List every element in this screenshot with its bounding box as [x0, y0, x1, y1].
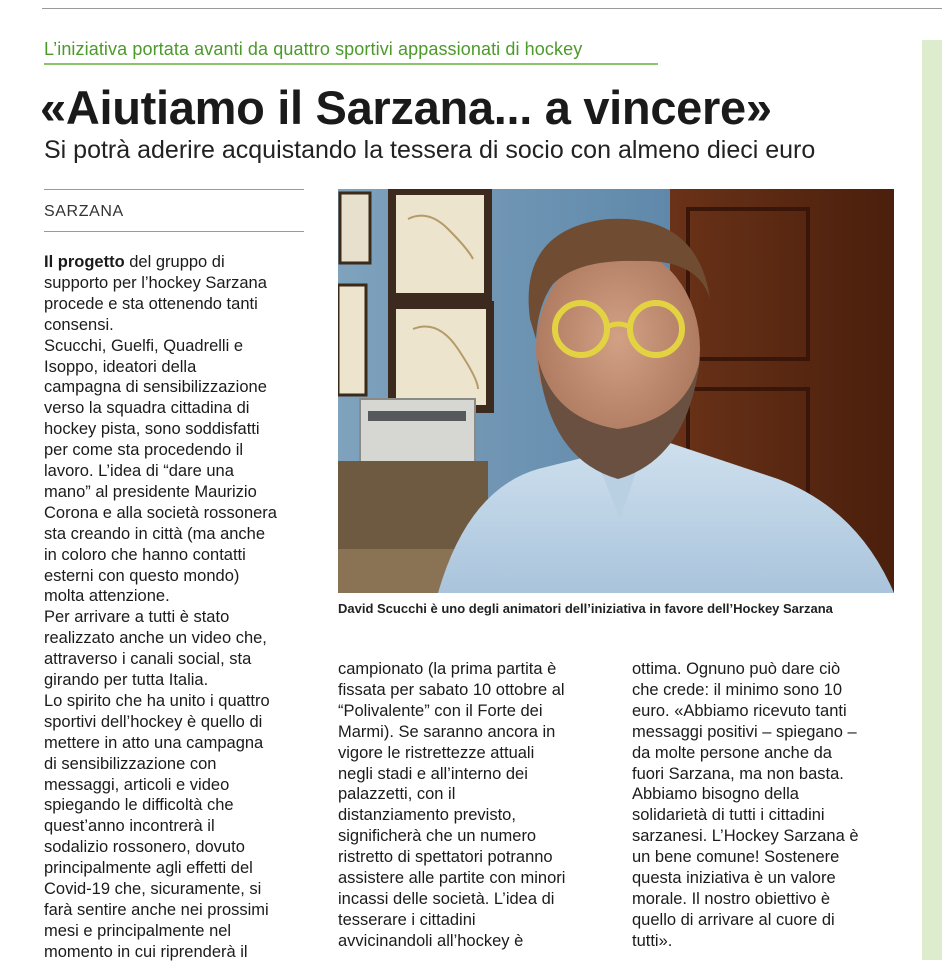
column-1-line: sportivi dell’hockey è quello di: [44, 712, 263, 731]
column-1-line: esterni con questo mondo): [44, 566, 240, 585]
column-1-line: per come sta procedendo il: [44, 441, 244, 460]
subheadline: Si potrà aderire acquistando la tessera di socio con almeno dieci euro: [44, 136, 816, 164]
column-1-line: Corona e alla società rossonera: [44, 503, 277, 522]
column-3-line: messaggi positivi – spiegano –: [632, 722, 857, 741]
column-1-line: supporto per l’hockey Sarzana: [44, 273, 267, 292]
adjacent-page-strip: [922, 40, 942, 960]
column-1-line: in coloro che hanno contatti: [44, 545, 246, 564]
column-2-line: “Polivalente” con il Forte dei: [338, 701, 543, 720]
column-3-line: questa iniziativa è un valore: [632, 869, 836, 887]
lead-bold: Il progetto: [44, 253, 125, 271]
column-2-line: distanziamento previsto,: [338, 806, 516, 825]
column-1-line: hockey pista, sono soddisfatti: [44, 420, 260, 439]
column-2-line: palazzetti, con il: [338, 785, 456, 804]
column-1-line: lavoro. L’idea di “dare una: [44, 462, 234, 480]
dateline-location: SARZANA: [44, 203, 124, 220]
column-1-line: attraverso i canali social, sta: [44, 650, 252, 669]
column-2-line: tesserare i cittadini: [338, 910, 476, 929]
column-1-line: principalmente agli effetti del: [44, 859, 253, 878]
column-1-line: consensi.: [44, 315, 114, 334]
column-1-line: sta creando in città (ma anche: [44, 524, 266, 543]
column-3-line: fuori Sarzana, ma non basta.: [632, 764, 844, 783]
headline: «Aiutiamo il Sarzana... a vincere»: [40, 81, 772, 134]
column-1-line: Lo spirito che ha unito i quattro: [44, 691, 270, 710]
column-3-line: un bene comune! Sostenere: [632, 848, 840, 867]
column-2-line: incassi delle società. L’idea di: [338, 889, 555, 908]
kicker-underline: [44, 63, 658, 65]
location-rule-bottom: [44, 231, 304, 232]
column-2-line: avvicinandoli all’hockey è: [338, 931, 524, 950]
column-2-line: Marmi). Se saranno ancora in: [338, 722, 556, 741]
column-3-line: solidarietà di tutti i cittadini: [632, 806, 825, 825]
column-2-line: fissata per sabato 10 ottobre al: [338, 680, 565, 699]
column-1-line: [44, 252, 225, 273]
column-1-line: sodalizio rossonero, dovuto: [44, 838, 245, 857]
column-3-line: da molte persone anche da: [632, 743, 832, 762]
column-1-line: Isoppo, ideatori della: [44, 357, 197, 376]
column-3-line: che crede: il minimo sono 10: [632, 680, 843, 699]
column-1-line: procede e sta ottenendo tanti: [44, 294, 258, 313]
column-1-line: momento in cui riprenderà il: [44, 942, 248, 961]
column-1-line: messaggi, articoli e video: [44, 775, 230, 794]
column-3-line: euro. «Abbiamo ricevuto tanti: [632, 701, 847, 720]
kicker: L’iniziativa portata avanti da quattro sportivi appassionati di hockey: [44, 39, 583, 59]
column-1-line: farà sentire anche nei prossimi: [44, 900, 269, 919]
column-2-line: campionato (la prima partita è: [338, 660, 557, 678]
column-1-line: Per arrivare a tutti è stato: [44, 608, 230, 627]
column-2-line: ristretto di spettatori potranno: [338, 848, 553, 867]
column-1-line: mano” al presidente Maurizio: [44, 482, 257, 501]
column-2-line: significherà che un numero: [338, 827, 537, 846]
column-2-line: vigore le ristrettezze attuali: [338, 743, 535, 762]
column-1-line: mesi e principalmente nel: [44, 921, 232, 940]
column-3-line: ottima. Ognuno può dare ciò: [632, 660, 841, 678]
column-3-line: quello di arrivare al cuore di: [632, 910, 835, 929]
photo-caption: David Scucchi è uno degli animatori dell’iniziativa in favore dell’Hockey Sarzana: [338, 601, 833, 616]
lead-text: del gruppo di: [124, 253, 225, 271]
column-2-line: negli stadi e all’interno dei: [338, 764, 528, 783]
column-3-line: morale. Il nostro obiettivo è: [632, 889, 831, 908]
column-3-line: sarzanesi. L’Hockey Sarzana è: [632, 827, 859, 846]
column-1-line: girando per tutta Italia.: [44, 671, 209, 689]
column-1-line: molta attenzione.: [44, 587, 170, 606]
column-1-line: spiegando le difficoltà che: [44, 796, 234, 815]
column-2-line: assistere alle partite con minori: [338, 869, 566, 887]
column-1-line: verso la squadra cittadina di: [44, 399, 250, 418]
location-rule-top: [44, 189, 304, 190]
column-1-line: realizzato anche un video che,: [44, 629, 267, 648]
column-3-line: Abbiamo bisogno della: [632, 785, 799, 804]
column-1-line: Scucchi, Guelfi, Quadrelli e: [44, 336, 244, 355]
column-1-line: campagna di sensibilizzazione: [44, 378, 267, 397]
column-1-line: quest’anno incontrerà il: [44, 817, 215, 836]
column-1-line: Covid-19 che, sicuramente, si: [44, 880, 262, 898]
top-rule: [42, 8, 942, 9]
column-1-line: mettere in atto una campagna: [44, 733, 264, 752]
column-3-line: tutti».: [632, 931, 673, 950]
column-1-line: di sensibilizzazione con: [44, 754, 217, 773]
portrait-photo: [338, 189, 894, 593]
